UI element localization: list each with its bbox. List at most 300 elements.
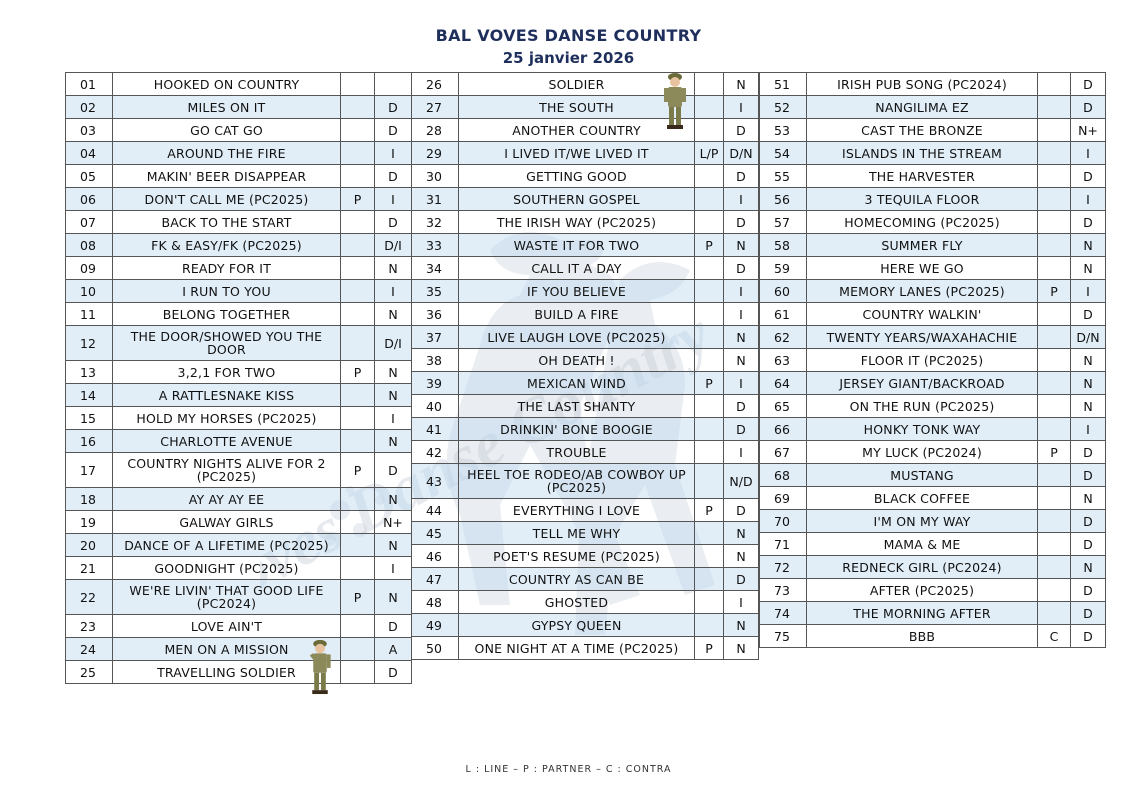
dance-title: READY FOR IT <box>113 257 341 280</box>
dance-type: P <box>341 453 375 488</box>
dance-type <box>695 522 724 545</box>
dance-number: 69 <box>760 487 807 510</box>
dance-number: 32 <box>412 211 459 234</box>
table-row <box>760 142 1106 165</box>
dance-level: D <box>375 453 412 488</box>
dance-type <box>1038 119 1071 142</box>
dance-title: GALWAY GIRLS <box>113 511 341 534</box>
dance-title: HERE WE GO <box>807 257 1038 280</box>
dance-type: C <box>1038 625 1071 648</box>
table-row <box>412 545 759 568</box>
dance-number: 47 <box>412 568 459 591</box>
dance-type <box>1038 142 1071 165</box>
table-row <box>66 615 412 638</box>
dance-title: TRAVELLING SOLDIER <box>113 661 341 684</box>
dance-number: 50 <box>412 637 459 660</box>
table-row <box>760 487 1106 510</box>
dance-number: 03 <box>66 119 113 142</box>
table-row <box>66 188 412 211</box>
dance-level: D/I <box>375 234 412 257</box>
dance-title: LIVE LAUGH LOVE (PC2025) <box>459 326 695 349</box>
table-row <box>760 96 1106 119</box>
dance-number: 28 <box>412 119 459 142</box>
dance-level: D <box>1071 625 1106 648</box>
dance-type: P <box>695 234 724 257</box>
dance-level: I <box>724 372 759 395</box>
dance-level: D <box>724 119 759 142</box>
dance-type <box>341 511 375 534</box>
table-row <box>412 441 759 464</box>
dance-title: OH DEATH ! <box>459 349 695 372</box>
table-row <box>760 579 1106 602</box>
dance-number: 56 <box>760 188 807 211</box>
table-row <box>66 361 412 384</box>
dance-type: P <box>1038 441 1071 464</box>
dance-number: 49 <box>412 614 459 637</box>
dance-type <box>341 280 375 303</box>
dance-number: 07 <box>66 211 113 234</box>
table-row <box>66 326 412 361</box>
table-row <box>66 384 412 407</box>
table-row <box>760 280 1106 303</box>
dance-title: 3 TEQUILA FLOOR <box>807 188 1038 211</box>
dance-number: 21 <box>66 557 113 580</box>
dance-level: I <box>1071 142 1106 165</box>
dance-level: N+ <box>1071 119 1106 142</box>
dance-number: 06 <box>66 188 113 211</box>
dance-level: I <box>375 407 412 430</box>
dance-number: 64 <box>760 372 807 395</box>
dance-type: P <box>341 580 375 615</box>
dance-title: BLACK COFFEE <box>807 487 1038 510</box>
dance-title: HOMECOMING (PC2025) <box>807 211 1038 234</box>
table-row <box>412 142 759 165</box>
dance-type <box>341 211 375 234</box>
dance-type <box>1038 602 1071 625</box>
dance-level: N <box>375 361 412 384</box>
table-row <box>760 119 1106 142</box>
dance-title: MILES ON IT <box>113 96 341 119</box>
dance-level: D <box>375 211 412 234</box>
dance-number: 73 <box>760 579 807 602</box>
dance-level: N <box>375 580 412 615</box>
dance-type <box>341 557 375 580</box>
dance-type <box>1038 234 1071 257</box>
dance-title: HOLD MY HORSES (PC2025) <box>113 407 341 430</box>
dance-number: 05 <box>66 165 113 188</box>
dance-number: 41 <box>412 418 459 441</box>
dance-type: P <box>341 188 375 211</box>
dance-number: 63 <box>760 349 807 372</box>
dance-title: AY AY AY EE <box>113 488 341 511</box>
table-row <box>412 464 759 499</box>
dance-title: AFTER (PC2025) <box>807 579 1038 602</box>
table-row <box>66 638 412 661</box>
dance-table-3 <box>759 72 1106 648</box>
dance-title: BACK TO THE START <box>113 211 341 234</box>
dance-title: GETTING GOOD <box>459 165 695 188</box>
table-row <box>412 165 759 188</box>
dance-number: 23 <box>66 615 113 638</box>
dance-type: P <box>341 361 375 384</box>
dance-level: D <box>1071 510 1106 533</box>
dance-title: THE LAST SHANTY <box>459 395 695 418</box>
table-row <box>760 533 1106 556</box>
dance-level: I <box>724 303 759 326</box>
dance-level: D <box>1071 96 1106 119</box>
dance-type <box>1038 188 1071 211</box>
dance-level: I <box>724 441 759 464</box>
dance-number: 39 <box>412 372 459 395</box>
dance-level: I <box>375 142 412 165</box>
dance-number: 67 <box>760 441 807 464</box>
table-row <box>412 522 759 545</box>
dance-type <box>341 488 375 511</box>
dance-number: 22 <box>66 580 113 615</box>
dance-level: N <box>1071 556 1106 579</box>
dance-level: N <box>1071 257 1106 280</box>
dance-level: D <box>1071 211 1106 234</box>
dance-type <box>341 257 375 280</box>
dance-title: ONE NIGHT AT A TIME (PC2025) <box>459 637 695 660</box>
dance-type <box>695 349 724 372</box>
dance-number: 16 <box>66 430 113 453</box>
dance-title: EVERYTHING I LOVE <box>459 499 695 522</box>
dance-type <box>341 73 375 96</box>
dance-number: 01 <box>66 73 113 96</box>
table-row <box>412 418 759 441</box>
dance-title: DON'T CALL ME (PC2025) <box>113 188 341 211</box>
dance-level: D <box>375 96 412 119</box>
dance-type <box>1038 165 1071 188</box>
dance-number: 33 <box>412 234 459 257</box>
dance-number: 24 <box>66 638 113 661</box>
dance-table-3-body <box>760 73 1106 648</box>
dance-type <box>695 280 724 303</box>
table-row <box>412 280 759 303</box>
dance-number: 57 <box>760 211 807 234</box>
dance-number: 11 <box>66 303 113 326</box>
dance-title: DRINKIN' BONE BOOGIE <box>459 418 695 441</box>
dance-type <box>1038 579 1071 602</box>
dance-level: N <box>724 326 759 349</box>
dance-level: D <box>1071 73 1106 96</box>
table-row <box>412 614 759 637</box>
dance-number: 13 <box>66 361 113 384</box>
dance-title: AROUND THE FIRE <box>113 142 341 165</box>
table-row <box>66 211 412 234</box>
dance-level: N <box>724 73 759 96</box>
dance-number: 48 <box>412 591 459 614</box>
dance-type <box>1038 326 1071 349</box>
dance-type: P <box>695 637 724 660</box>
dance-level: D/N <box>1071 326 1106 349</box>
dance-type <box>695 96 724 119</box>
dance-type <box>695 568 724 591</box>
table-row <box>760 418 1106 441</box>
dance-number: 66 <box>760 418 807 441</box>
dance-title: TELL ME WHY <box>459 522 695 545</box>
dance-number: 26 <box>412 73 459 96</box>
dance-table-2 <box>411 72 759 660</box>
dance-type <box>341 638 375 661</box>
dance-type <box>695 257 724 280</box>
dance-level: D <box>1071 533 1106 556</box>
dance-level: I <box>1071 418 1106 441</box>
dance-type <box>695 326 724 349</box>
dance-number: 30 <box>412 165 459 188</box>
dance-type <box>695 395 724 418</box>
dance-title: WE'RE LIVIN' THAT GOOD LIFE (PC2024) <box>113 580 341 615</box>
dance-level: N <box>724 614 759 637</box>
dance-type <box>341 326 375 361</box>
dance-level: N/D <box>724 464 759 499</box>
dance-level: N <box>724 637 759 660</box>
dance-type <box>695 211 724 234</box>
dance-title: BBB <box>807 625 1038 648</box>
dance-level: N+ <box>375 511 412 534</box>
dance-title: MEN ON A MISSION <box>113 638 341 661</box>
dance-level: N <box>1071 234 1106 257</box>
table-row <box>412 395 759 418</box>
dance-type <box>341 119 375 142</box>
dance-number: 35 <box>412 280 459 303</box>
dance-level: N <box>375 303 412 326</box>
dance-number: 72 <box>760 556 807 579</box>
table-row <box>760 257 1106 280</box>
dance-title: 3,2,1 FOR TWO <box>113 361 341 384</box>
dance-title: HEEL TOE RODEO/AB COWBOY UP (PC2025) <box>459 464 695 499</box>
dance-title: MAKIN' BEER DISAPPEAR <box>113 165 341 188</box>
dance-level: D <box>1071 464 1106 487</box>
dance-type: P <box>695 499 724 522</box>
table-row <box>412 499 759 522</box>
dance-type <box>1038 96 1071 119</box>
dance-title: BELONG TOGETHER <box>113 303 341 326</box>
dance-level: D <box>724 395 759 418</box>
dance-level: I <box>724 591 759 614</box>
dance-type <box>695 119 724 142</box>
dance-number: 44 <box>412 499 459 522</box>
dance-type <box>341 96 375 119</box>
table-row <box>412 303 759 326</box>
dance-type <box>341 142 375 165</box>
dance-number: 38 <box>412 349 459 372</box>
dance-number: 51 <box>760 73 807 96</box>
table-row <box>412 257 759 280</box>
dance-type <box>695 441 724 464</box>
dance-level: I <box>724 280 759 303</box>
dance-title: CAST THE BRONZE <box>807 119 1038 142</box>
dance-number: 04 <box>66 142 113 165</box>
table-row <box>760 395 1106 418</box>
dance-type <box>341 430 375 453</box>
dance-level: I <box>375 280 412 303</box>
table-row <box>66 257 412 280</box>
dance-number: 20 <box>66 534 113 557</box>
table-row <box>412 73 759 96</box>
dance-type <box>1038 257 1071 280</box>
dance-level: N <box>1071 372 1106 395</box>
dance-level: D <box>724 499 759 522</box>
table-row <box>412 637 759 660</box>
table-row <box>760 73 1106 96</box>
dance-number: 59 <box>760 257 807 280</box>
dance-number: 70 <box>760 510 807 533</box>
dance-type <box>341 534 375 557</box>
dance-title: IF YOU BELIEVE <box>459 280 695 303</box>
dance-title: THE HARVESTER <box>807 165 1038 188</box>
dance-level: N <box>1071 487 1106 510</box>
dance-title: IRISH PUB SONG (PC2024) <box>807 73 1038 96</box>
table-row <box>66 142 412 165</box>
event-date: 25 janvier 2026 <box>502 49 635 67</box>
table-row <box>66 303 412 326</box>
dance-level: N <box>1071 395 1106 418</box>
dance-title: I RUN TO YOU <box>113 280 341 303</box>
dance-level: I <box>1071 280 1106 303</box>
dance-type <box>1038 418 1071 441</box>
dance-number: 31 <box>412 188 459 211</box>
dance-number: 42 <box>412 441 459 464</box>
dance-title: TWENTY YEARS/WAXAHACHIE <box>807 326 1038 349</box>
table-row <box>760 349 1106 372</box>
table-row <box>66 580 412 615</box>
dance-level: I <box>375 557 412 580</box>
dance-title: GYPSY QUEEN <box>459 614 695 637</box>
dance-level: D <box>1071 602 1106 625</box>
table-row <box>760 510 1106 533</box>
dance-title: SOUTHERN GOSPEL <box>459 188 695 211</box>
dance-type <box>341 407 375 430</box>
dance-type <box>695 545 724 568</box>
table-row <box>66 661 412 684</box>
dance-number: 58 <box>760 234 807 257</box>
dance-title: FLOOR IT (PC2025) <box>807 349 1038 372</box>
table-row <box>760 556 1106 579</box>
dance-title: I LIVED IT/WE LIVED IT <box>459 142 695 165</box>
dance-type <box>695 73 724 96</box>
page-title: BAL VOVES DANSE COUNTRY <box>435 26 702 45</box>
dance-level: N <box>724 522 759 545</box>
table-row <box>760 188 1106 211</box>
table-row <box>760 326 1106 349</box>
dance-level: D <box>375 119 412 142</box>
dance-level: I <box>375 188 412 211</box>
dance-title: JERSEY GIANT/BACKROAD <box>807 372 1038 395</box>
dance-title: MEMORY LANES (PC2025) <box>807 280 1038 303</box>
dance-number: 62 <box>760 326 807 349</box>
table-row <box>760 234 1106 257</box>
dance-title: THE MORNING AFTER <box>807 602 1038 625</box>
table-row <box>66 557 412 580</box>
dance-title: I'M ON MY WAY <box>807 510 1038 533</box>
table-row <box>66 96 412 119</box>
table-row <box>66 488 412 511</box>
dance-number: 15 <box>66 407 113 430</box>
table-row <box>412 349 759 372</box>
table-row <box>66 430 412 453</box>
dance-number: 65 <box>760 395 807 418</box>
table-row <box>760 441 1106 464</box>
table-row <box>66 453 412 488</box>
dance-type <box>695 303 724 326</box>
dance-type <box>341 615 375 638</box>
table-row <box>412 326 759 349</box>
table-row <box>412 188 759 211</box>
dance-title: MUSTANG <box>807 464 1038 487</box>
table-row <box>66 165 412 188</box>
dance-title: ISLANDS IN THE STREAM <box>807 142 1038 165</box>
dance-title: REDNECK GIRL (PC2024) <box>807 556 1038 579</box>
dance-level: D <box>724 257 759 280</box>
table-row <box>66 119 412 142</box>
dance-number: 54 <box>760 142 807 165</box>
dance-title: THE IRISH WAY (PC2025) <box>459 211 695 234</box>
dance-level <box>375 73 412 96</box>
dance-level: N <box>375 257 412 280</box>
dance-table-1-body <box>66 73 412 684</box>
dance-number: 43 <box>412 464 459 499</box>
dance-title: SUMMER FLY <box>807 234 1038 257</box>
dance-level: N <box>375 534 412 557</box>
dance-level: A <box>375 638 412 661</box>
table-row <box>66 534 412 557</box>
table-row <box>412 568 759 591</box>
table-row <box>760 625 1106 648</box>
dance-level: N <box>1071 349 1106 372</box>
dance-level: D <box>1071 441 1106 464</box>
dance-level: N <box>724 545 759 568</box>
dance-level: D <box>724 418 759 441</box>
dance-number: 14 <box>66 384 113 407</box>
dance-title: GHOSTED <box>459 591 695 614</box>
dance-number: 61 <box>760 303 807 326</box>
table-row <box>412 211 759 234</box>
dance-type <box>1038 487 1071 510</box>
table-row <box>412 234 759 257</box>
dance-level: D <box>1071 579 1106 602</box>
table-row <box>760 165 1106 188</box>
dance-number: 71 <box>760 533 807 556</box>
dance-type <box>1038 533 1071 556</box>
dance-title: HONKY TONK WAY <box>807 418 1038 441</box>
dance-level: D/N <box>724 142 759 165</box>
dance-title: GO CAT GO <box>113 119 341 142</box>
dance-title: COUNTRY WALKIN' <box>807 303 1038 326</box>
dance-type: P <box>1038 280 1071 303</box>
dance-number: 68 <box>760 464 807 487</box>
dance-type <box>1038 556 1071 579</box>
dance-title: MEXICAN WIND <box>459 372 695 395</box>
dance-number: 40 <box>412 395 459 418</box>
dance-title: SOLDIER <box>459 73 695 96</box>
dance-table-2-body <box>412 73 759 660</box>
dance-title: GOODNIGHT (PC2025) <box>113 557 341 580</box>
dance-level: I <box>724 96 759 119</box>
dance-number: 53 <box>760 119 807 142</box>
table-row <box>66 73 412 96</box>
dance-number: 25 <box>66 661 113 684</box>
dance-number: 18 <box>66 488 113 511</box>
dance-title: WASTE IT FOR TWO <box>459 234 695 257</box>
dance-title: MAMA & ME <box>807 533 1038 556</box>
dance-level: N <box>375 384 412 407</box>
dance-number: 12 <box>66 326 113 361</box>
dance-level: D <box>724 165 759 188</box>
table-row <box>412 372 759 395</box>
dance-type <box>1038 73 1071 96</box>
